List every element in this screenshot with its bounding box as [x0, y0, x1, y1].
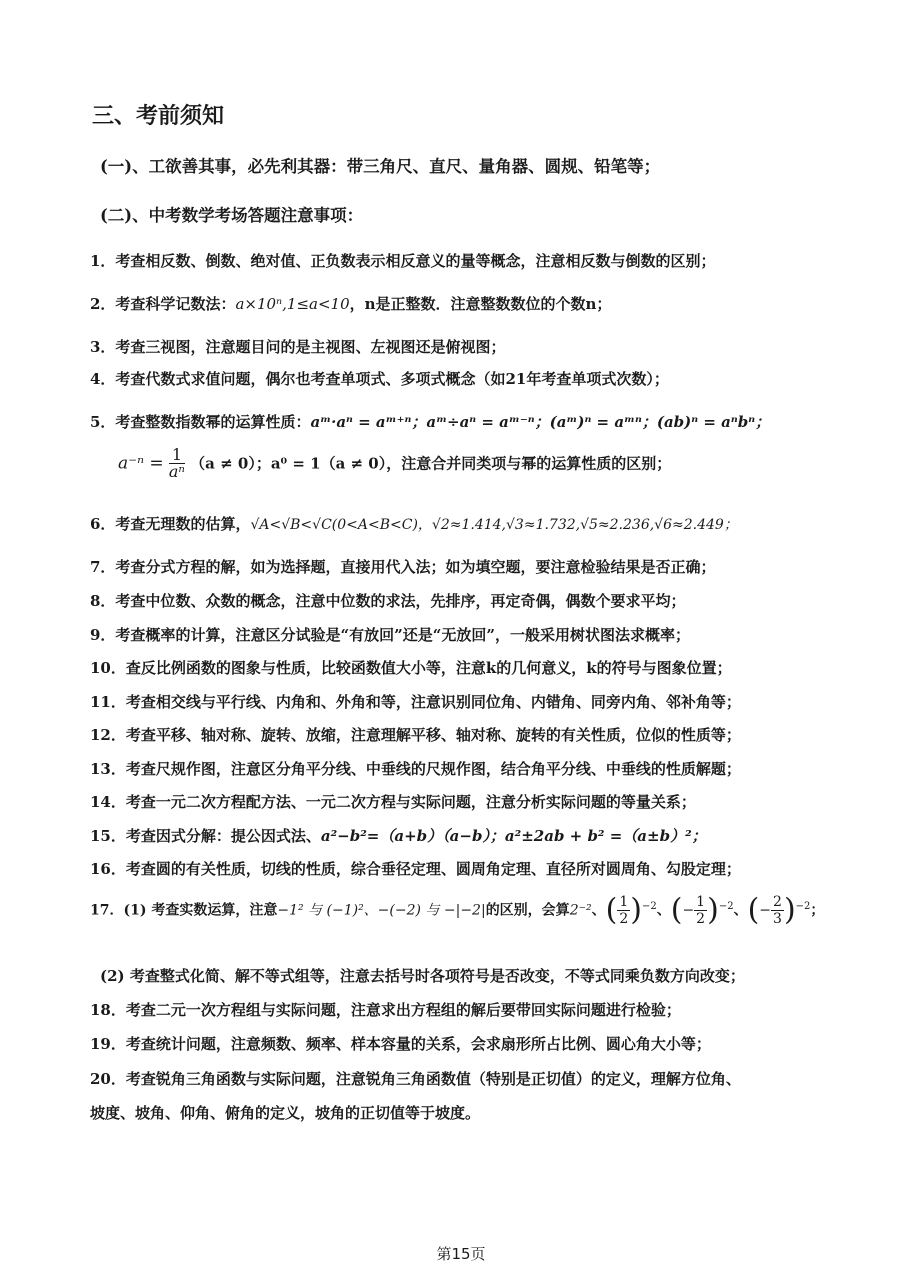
item-17-text-b: 的区别，会算	[485, 902, 570, 919]
item-17-part-2: (2) 考查整式化简、解不等式组等，注意去括号时各项符号是否改变，不等式同乘负数方向改变；	[100, 967, 745, 985]
item-17-paren-open-2: (	[670, 892, 683, 928]
item-17-paren-open-1: (	[605, 892, 618, 928]
item-5-text: 5．考查整数指数幂的运算性质：	[90, 413, 311, 431]
item-17-frac-2-den: 2	[696, 911, 706, 927]
item-20-continued: 坡度、坡角、仰角、俯角的定义，坡角的正切值等于坡度。	[90, 1104, 481, 1122]
item-11: 11．考查相交线与平行线、内角和、外角和等，注意识别同位角、内错角、同旁内角、邻补角等；	[90, 693, 741, 711]
item-6-text: 6．考查无理数的估算，	[90, 515, 251, 533]
item-5b-lhs: a⁻ⁿ =	[118, 453, 164, 474]
item-12: 12．考查平移、轴对称、旋转、放缩，注意理解平移、轴对称、旋转的有关性质，位似的性质等；	[90, 726, 741, 744]
item-5b-den: aⁿ	[168, 462, 185, 481]
item-16: 16．考查圆的有关性质，切线的性质，综合垂径定理、圆周角定理、直径所对圆周角、勾股定理；	[90, 860, 741, 878]
subheading-exam-notes: (二)、中考数学考场答题注意事项：	[100, 206, 364, 225]
item-19: 19．考查统计问题，注意频数、频率、样本容量的关系，会求扇形所占比例、圆心角大小等；	[90, 1035, 711, 1053]
item-8: 8．考查中位数、众数的概念，注意中位数的求法，先排序，再定奇偶，偶数个要求平均；	[90, 592, 686, 610]
item-2-text: 2．考查科学记数法：	[90, 295, 236, 313]
item-17-frac-2-num: 1	[696, 894, 706, 910]
item-5-continued	[118, 447, 858, 495]
item-17-comma-2: 、	[656, 902, 671, 919]
item-5b-fraction	[169, 447, 185, 480]
item-5b-num: 1	[169, 447, 185, 464]
item-2	[90, 293, 830, 315]
item-15-formula: a²−b²=（a+b）（a−b）；a²±2ab + b² =（a±b）²；	[320, 827, 707, 845]
item-17-paren-open-3: (	[747, 892, 760, 928]
item-17-comma-3: 、	[733, 902, 748, 919]
item-17-text: 17．(1) 考查实数运算，注意	[90, 902, 278, 919]
item-6-formula: √A<√B<√C(0<A<B<C)，√2≈1.414,√3≈1.732,√5≈2.236,√6≈2.449；	[250, 517, 738, 533]
item-17-frac-3	[771, 894, 784, 927]
item-7: 7．考查分式方程的解，如为选择题，直接用代入法；如为填空题，要注意检验结果是否正确；	[90, 558, 716, 576]
item-17-frac-1-num: 1	[619, 894, 629, 910]
item-17-paren-close-3: )	[783, 892, 796, 928]
page-number: 第15页	[436, 1245, 486, 1263]
item-14: 14．考查一元二次方程配方法、一元二次方程与实际问题，注意分析实际问题的等量关系；	[90, 793, 696, 811]
item-5-formula: aᵐ·aⁿ = aᵐ⁺ⁿ；aᵐ÷aⁿ = aᵐ⁻ⁿ；(aᵐ)ⁿ = aᵐⁿ；(ab)ⁿ = aⁿbⁿ；	[310, 413, 771, 431]
item-17-frac-3-den: 3	[773, 911, 782, 927]
item-17: 17．(1) 考查实数运算，注意−1² 与 (−1)²、−(−2) 与 −|−2|的区别，会算2⁻²、( $\frac{1}{2}$ )$^{-2}$、(− $\frac{1}{2}$ )$^{-2}$、(− $\frac{2}{3}$ )$^{-2}$；	[90, 892, 825, 928]
item-17-frac-1-den: 2	[619, 911, 629, 927]
item-5b-rest: （a ≠ 0）；a⁰ = 1（a ≠ 0），注意合并同类项与幂的运算性质的区别；	[190, 454, 672, 473]
item-15	[90, 825, 830, 847]
item-10: 10．查反比例函数的图象与性质，比较函数值大小等，注意k的几何意义，k的符号与图象位置；	[90, 659, 732, 677]
item-17-frac-2	[694, 894, 707, 927]
item-2-text-b: ，n是正整数．注意整数数位的个数n；	[349, 295, 612, 313]
item-1: 1．考查相反数、倒数、绝对值、正负数表示相反意义的量等概念，注意相反数与倒数的区别；	[90, 252, 716, 270]
item-15-text: 15．考查因式分解：提公因式法、	[90, 827, 321, 845]
item-20: 20．考查锐角三角函数与实际问题，注意锐角三角函数值（特别是正切值）的定义，理解方位角、	[90, 1070, 741, 1088]
item-17-paren-close-2: )	[707, 892, 719, 928]
item-17-formula-1: −1² 与 (−1)²、−(−2) 与 −|−2|	[277, 902, 486, 919]
section-title: 三、考前须知	[92, 103, 225, 129]
item-3: 3．考查三视图，注意题目问的是主视图、左视图还是俯视图；	[90, 338, 506, 356]
item-17-comma-1: 、	[591, 902, 606, 919]
item-17-frac-3-num: 2	[773, 894, 782, 910]
item-6	[90, 513, 830, 536]
item-2-formula: a×10ⁿ,1≤a<10	[235, 295, 350, 313]
item-18: 18．考查二元一次方程组与实际问题，注意求出方程组的解后要带回实际问题进行检验；	[90, 1001, 681, 1019]
item-9: 9．考查概率的计算，注意区分试验是“有放回”还是“无放回”，一般采用树状图法求概率；	[90, 626, 690, 644]
item-13: 13．考查尺规作图，注意区分角平分线、中垂线的尺规作图，结合角平分线、中垂线的性质解题；	[90, 760, 741, 778]
subheading-tools: (一)、工欲善其事，必先利其器：带三角尺、直尺、量角器、圆规、铅笔等；	[100, 157, 661, 176]
item-17-paren-close-1: )	[630, 892, 642, 928]
item-5	[90, 411, 830, 433]
item-17-formula-2: 2⁻²	[569, 902, 592, 919]
item-17-end: ；	[810, 902, 825, 919]
item-4: 4．考查代数式求值问题，偶尔也考查单项式、多项式概念（如21年考查单项式次数）；	[90, 370, 669, 388]
item-17-frac-1	[617, 894, 630, 927]
